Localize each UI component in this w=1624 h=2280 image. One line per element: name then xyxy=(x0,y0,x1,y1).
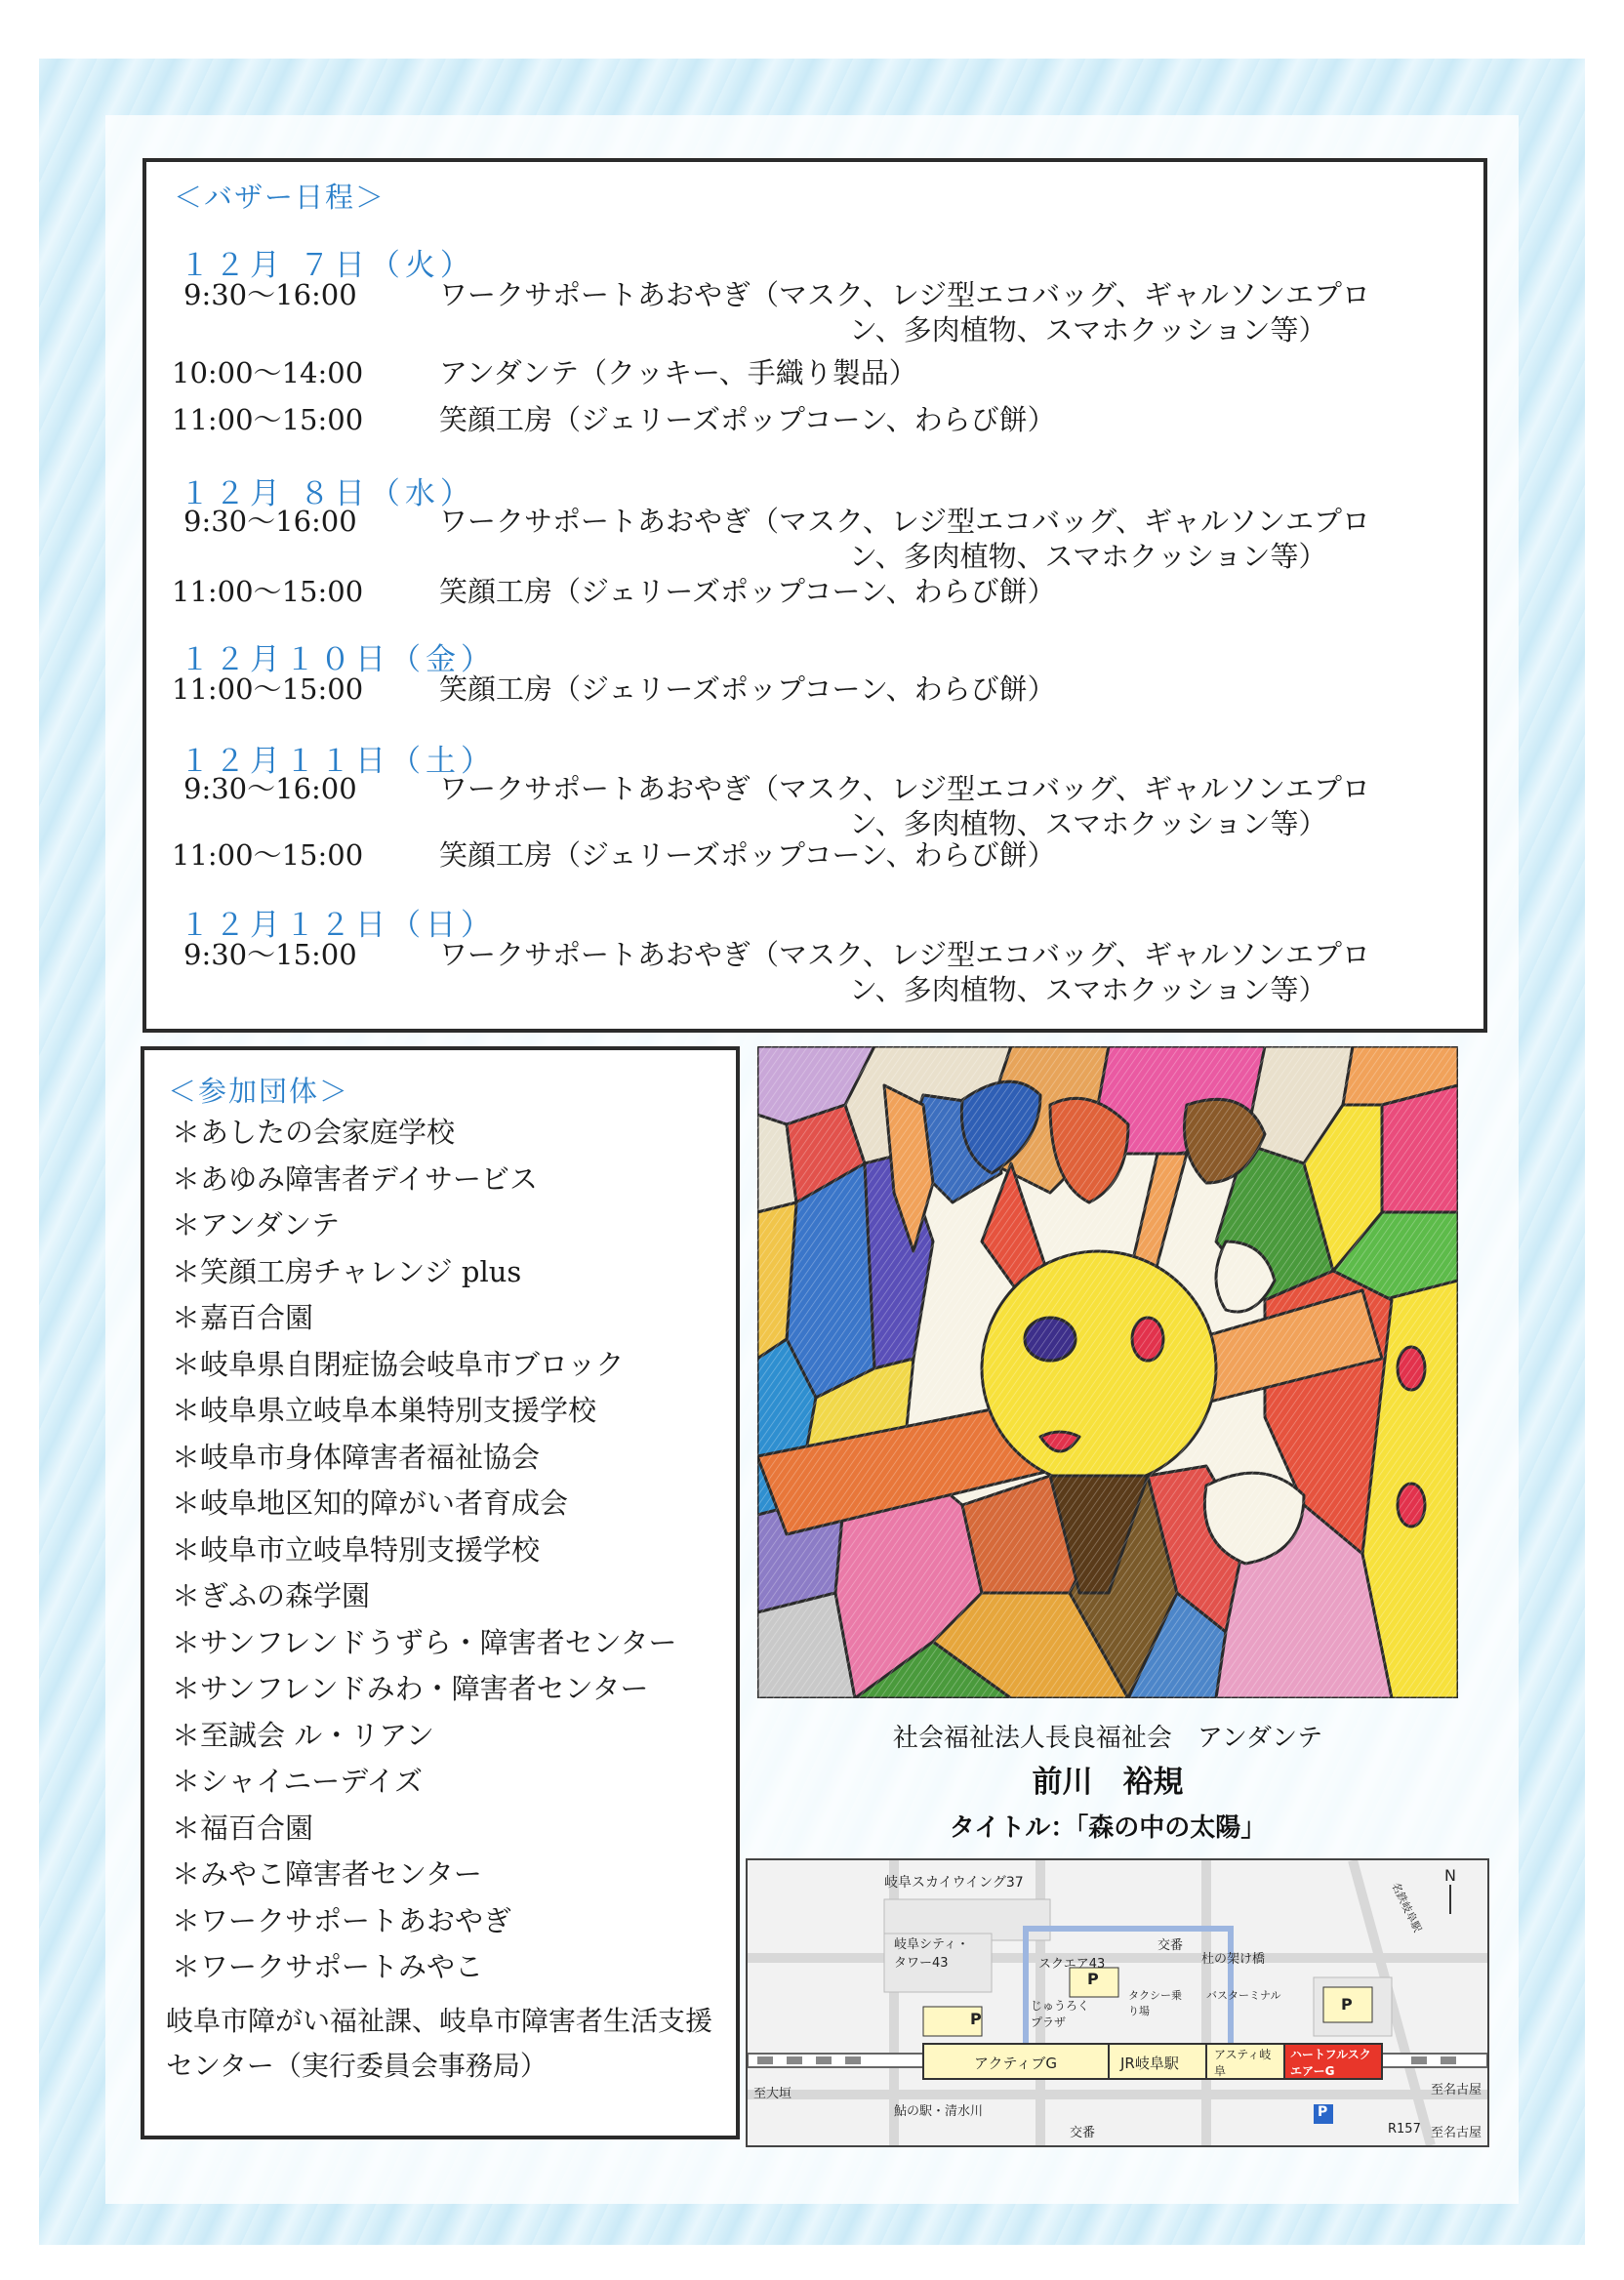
artwork-drawing xyxy=(757,1046,1458,1698)
group-list-item: ＊ワークサポートみやこ xyxy=(172,1950,484,1983)
parking-icon: P xyxy=(1341,1995,1353,2014)
day-date: １２月１０日（金） xyxy=(180,642,496,677)
schedule-desc: ワークサポートあおやぎ（マスク、レジ型エコバッグ、ギャルソンエプロ xyxy=(439,505,1370,538)
day-date: １２月 ７日（火） xyxy=(180,248,475,283)
schedule-row xyxy=(172,402,1441,441)
schedule-row xyxy=(172,355,1441,394)
schedule-time: 11:00〜15:00 xyxy=(172,838,364,872)
schedule-time: 9:30〜16:00 xyxy=(183,278,357,311)
schedule-desc-cont: ン、多肉植物、スマホクッション等） xyxy=(849,973,1327,1006)
group-list-item: ＊至誠会 ル・リアン xyxy=(172,1718,435,1752)
secretariat-text: 岐阜市障がい福祉課、岐阜市障害者生活支援センター（実行委員会事務局） xyxy=(166,2005,713,2082)
artwork-artist: 前川 裕規 xyxy=(1032,1765,1184,1800)
group-list-item: ＊アンダンテ xyxy=(172,1208,340,1242)
schedule-desc: 笑顔工房（ジェリーズポップコーン、わらび餅） xyxy=(439,672,1056,706)
map-label-active: アクティブG xyxy=(974,2055,1057,2072)
participating-groups-box xyxy=(141,1046,740,2139)
map-label-koban: 交番 xyxy=(1157,1938,1184,1953)
group-list-item: ＊みやこ障害者センター xyxy=(172,1857,482,1891)
group-list-item: ＊岐阜地区知的障がい者育成会 xyxy=(172,1486,569,1520)
map-label-citytower: 岐阜シティ・タワー43 xyxy=(894,1937,969,1971)
schedule-time: 9:30〜15:00 xyxy=(183,938,357,971)
schedule-time: 11:00〜15:00 xyxy=(172,575,364,608)
group-list-item: ＊岐阜市身体障害者福祉協会 xyxy=(172,1440,541,1474)
schedule-desc: ワークサポートあおやぎ（マスク、レジ型エコバッグ、ギャルソンエプロ xyxy=(439,278,1370,311)
schedule-time: 11:00〜15:00 xyxy=(172,403,364,436)
schedule-row xyxy=(172,574,1441,613)
schedule-desc-cont: ン、多肉植物、スマホクッション等） xyxy=(849,540,1327,573)
schedule-time: 9:30〜16:00 xyxy=(183,505,357,538)
group-list-item: ＊サンフレンドうずら・障害者センター xyxy=(172,1625,677,1659)
schedule-desc-cont: ン、多肉植物、スマホクッション等） xyxy=(849,807,1327,840)
group-list-item: ＊岐阜市立岐阜特別支援学校 xyxy=(172,1532,541,1567)
map-label-nagoya-1: 至名古屋 xyxy=(1431,2083,1482,2097)
map-label-jr-station: JR岐阜駅 xyxy=(1120,2055,1179,2072)
group-list-item: ＊岐阜県自閉症協会岐阜市ブロック xyxy=(172,1347,625,1381)
map-label-ogaki: 至大垣 xyxy=(753,2087,792,2101)
schedule-row xyxy=(183,937,1452,1015)
group-list-item: ＊嘉百合園 xyxy=(172,1301,314,1334)
artwork-organization: 社会福祉法人長良福祉会 アンダンテ xyxy=(892,1724,1323,1753)
schedule-desc: アンダンテ（クッキー、手織り製品） xyxy=(439,356,917,389)
day-date: １２月１２日（日） xyxy=(180,908,496,943)
map-label-mori: 杜の架け橋 xyxy=(1201,1952,1266,1967)
schedule-desc: 笑顔工房（ジェリーズポップコーン、わらび餅） xyxy=(439,403,1056,436)
bazaar-schedule-box xyxy=(142,158,1487,1033)
map-label-road: 名鉄岐阜駅 xyxy=(1389,1880,1424,1934)
map-label-bus: バスターミナル xyxy=(1206,1989,1281,2002)
map-label-square43: スクエア43 xyxy=(1038,1957,1106,1972)
artwork-image xyxy=(757,1046,1458,1698)
schedule-row xyxy=(183,277,1452,355)
schedule-desc-cont: ン、多肉植物、スマホクッション等） xyxy=(849,313,1327,346)
group-list-item: ＊ぎふの森学園 xyxy=(172,1579,371,1612)
parking-icon: P xyxy=(1087,1970,1099,1988)
group-list-item: ＊福百合園 xyxy=(172,1811,314,1845)
map-label-taxi: タクシー乗り場 xyxy=(1128,1989,1182,2017)
group-list-item: ＊サンフレンドみわ・障害者センター xyxy=(172,1672,649,1705)
map-label-station-bottom: 鮎の駅・清水川 xyxy=(894,2104,984,2119)
map-label-r157: R157 xyxy=(1388,2122,1421,2137)
map-label-koban-2: 交番 xyxy=(1070,2126,1096,2140)
map-label-heartful: ハートフルスクエアーG xyxy=(1290,2048,1371,2078)
parking-icon: P xyxy=(1318,2104,1328,2120)
schedule-desc: ワークサポートあおやぎ（マスク、レジ型エコバッグ、ギャルソンエプロ xyxy=(439,938,1370,971)
map-label-nagoya-2: 至名古屋 xyxy=(1431,2126,1482,2140)
schedule-desc: 笑顔工房（ジェリーズポップコーン、わらび餅） xyxy=(439,838,1056,872)
group-list-item: ＊あしたの会家庭学校 xyxy=(172,1116,456,1149)
schedule-row xyxy=(172,672,1441,711)
schedule-time: 9:30〜16:00 xyxy=(183,772,357,805)
group-list-item: ＊シャイニーデイズ xyxy=(172,1765,423,1798)
artwork-title: タイトル：「森の中の太陽」 xyxy=(949,1813,1267,1843)
parking-icon: P xyxy=(970,2010,982,2028)
map-label-asty: アスティ岐阜 xyxy=(1214,2048,1272,2078)
schedule-desc: ワークサポートあおやぎ（マスク、レジ型エコバッグ、ギャルソンエプロ xyxy=(439,772,1370,805)
map-graphic xyxy=(748,1860,1487,2145)
day-date: １２月１１日（土） xyxy=(180,744,496,779)
schedule-time: 11:00〜15:00 xyxy=(172,672,364,706)
schedule-row xyxy=(172,837,1441,876)
access-map xyxy=(746,1858,1489,2147)
schedule-desc: 笑顔工房（ジェリーズポップコーン、わらび餅） xyxy=(439,575,1056,608)
day-date: １２月 ８日（水） xyxy=(180,476,475,511)
schedule-row xyxy=(183,504,1452,582)
schedule-time: 10:00〜14:00 xyxy=(172,356,364,389)
group-list-item: ＊あゆみ障害者デイサービス xyxy=(172,1161,538,1196)
group-list-item: ＊岐阜県立岐阜本巣特別支援学校 xyxy=(172,1394,597,1427)
groups-heading: ＜参加団体＞ xyxy=(168,1075,350,1108)
group-list-item: ＊笑顔工房チャレンジ plus xyxy=(172,1254,522,1288)
group-list-item: ＊ワークサポートあおやぎ xyxy=(172,1903,512,1937)
map-label-skywing: 岐阜スカイウイング37 xyxy=(884,1875,1024,1891)
map-label-jurokuplaza: じゅうろくプラザ xyxy=(1031,1999,1090,2029)
schedule-heading: ＜バザー日程＞ xyxy=(174,181,386,214)
north-icon: N xyxy=(1444,1866,1456,1885)
